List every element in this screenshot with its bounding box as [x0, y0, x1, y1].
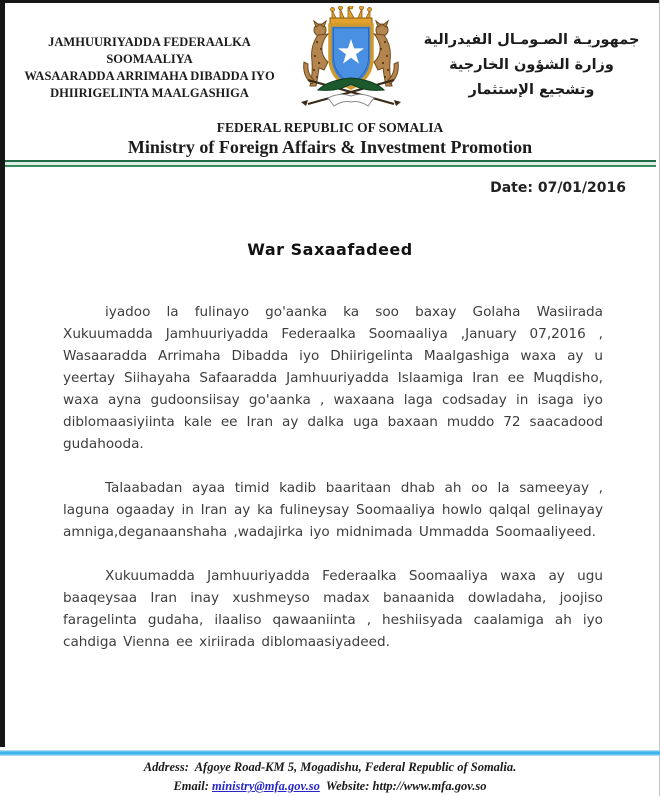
- paragraph-1: iyadoo la fulinayo go'aanka ka soo baxay Golaha Wasiirada Xukuumadda Jamhuuriyadda Federaalka Soomaaliya ,January 07,2016 , Wasaaradda Arrimaha Dibadda iyo Dhiirigelinta Maalgashiga waxa ay u yeertay Siihayaha Safaaradda Jamhuuriyadda Islaamiga Iran ee Muqdisho, waxa ayna gudoonsiisay go'aanka , waxaana laga codsaday in isaga iyo diblomaasiyiinta kale ee Iran ay dalka uga baxaan muddo 72 saacadood gudahooda.: [63, 304, 603, 452]
- left-border: [0, 0, 5, 747]
- address-text: Afgoye Road-KM 5, Mogadishu, Federal Republic of Somalia.: [194, 760, 517, 774]
- paragraph-2: Talaabadan ayaa timid kadib baaritaan dhab ah oo la sameeyay , laguna ogaaday in Iran ay ka fulineysay Soomaaliya howlo qalqal gelinayay amniga,deganaanshaha ,wadajirka iyo midnimada Ummadda Soomaaliyeed.: [63, 480, 603, 540]
- top-border: [0, 0, 660, 3]
- footer-divider-rule: [0, 750, 660, 756]
- ministry-name-somali: [0, 34, 285, 116]
- ministry-title: Ministry of Foreign Affairs & Investment Promotion: [127, 137, 533, 157]
- footer-address-line: [0, 759, 660, 775]
- org-line: JAMHUURIYADDA FEDERAALKA SOOMAALIYA: [48, 35, 251, 66]
- org-line: WASAARADDA ARRIMAHA DIBADDA IYO: [24, 69, 275, 83]
- email-link[interactable]: ministry@mfa.gov.so: [212, 779, 320, 793]
- letterhead: [0, 0, 660, 116]
- website-label: Website:: [325, 779, 370, 793]
- document-body: [63, 301, 603, 653]
- arabic-line: جمهوريـة الصـومـال الفيدرالية: [423, 32, 640, 48]
- arabic-line: وزارة الشؤون الخارجية: [449, 57, 614, 73]
- document-footer: [0, 750, 660, 796]
- website-text: http://www.mfa.gov.so: [372, 779, 487, 793]
- footer-contact-line: [0, 778, 660, 794]
- somalia-coat-of-arms-icon: [285, 6, 417, 116]
- ministry-name-arabic: [417, 28, 660, 116]
- document-date: Date: 07/01/2016: [490, 180, 626, 196]
- org-line: DHIIRIGELINTA MAALGASHIGA: [50, 86, 249, 100]
- header-divider-rule: [5, 160, 656, 167]
- address-label: Address:: [143, 760, 189, 774]
- document-title: War Saxaafadeed: [247, 240, 413, 259]
- arabic-line: وتشجيع الإستثمار: [468, 82, 595, 98]
- country-title: FEDERAL REPUBLIC OF SOMALIA: [216, 120, 444, 135]
- paragraph-3: Xukuumadda Jamhuuriyadda Federaalka Soomaaliya waxa ay ugu baaqeysaa Iran inay xushmeyso madax banaanida dowladaha, joojiso faragelinta gudaha, ilaaliso qawaaniinta , heshiisyada caalamiga ah iyo cahdiga Vienna ee xiriirada diblomaasiyadeed.: [63, 568, 603, 650]
- email-label: Email:: [173, 779, 209, 793]
